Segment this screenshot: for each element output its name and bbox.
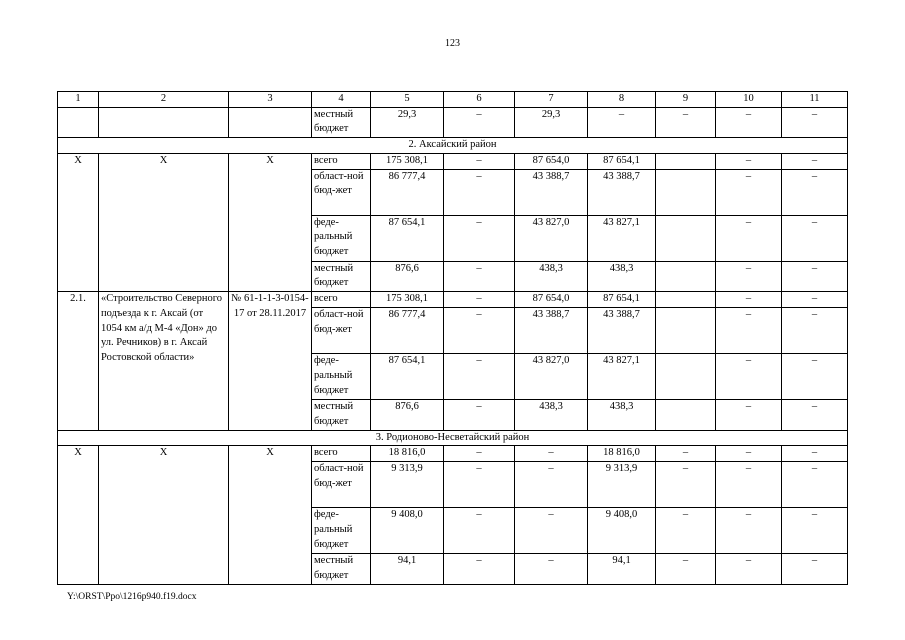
amount-cell: 29,3 [515,107,588,137]
amount-cell [656,308,716,354]
document-number: № 61-1-1-3-0154-17 от 28.11.2017 [229,292,312,430]
amount-cell: 43 388,7 [515,169,588,215]
budget-type: феде-ральный бюджет [312,354,371,400]
amount-cell: – [716,508,782,554]
amount-cell [656,292,716,308]
amount-cell: – [444,308,515,354]
amount-cell: 87 654,1 [371,215,444,261]
amount-cell: – [444,400,515,430]
amount-cell: – [444,554,515,584]
amount-cell: 438,3 [515,400,588,430]
amount-cell [656,153,716,169]
amount-cell: 87 654,1 [588,153,656,169]
column-number: 9 [656,92,716,108]
amount-cell: – [656,446,716,462]
column-number: 6 [444,92,515,108]
amount-cell: 18 816,0 [371,446,444,462]
page-number: 123 [445,38,460,49]
budget-type: всего [312,292,371,308]
empty-cell [229,107,312,137]
amount-cell: – [782,169,848,215]
amount-cell: – [782,446,848,462]
amount-cell: – [782,400,848,430]
amount-cell: 87 654,0 [515,153,588,169]
section-row [58,138,848,154]
amount-cell: 175 308,1 [371,292,444,308]
amount-cell: – [716,308,782,354]
column-number: 3 [229,92,312,108]
section-title: 3. Родионово-Несветайский район [58,430,848,446]
amount-cell: 876,6 [371,400,444,430]
amount-cell: 86 777,4 [371,169,444,215]
amount-cell: – [782,462,848,508]
amount-cell: – [716,153,782,169]
amount-cell: – [444,215,515,261]
amount-cell: 876,6 [371,261,444,291]
amount-cell: 94,1 [371,554,444,584]
table-row [58,446,848,462]
column-number: 10 [716,92,782,108]
amount-cell: 175 308,1 [371,153,444,169]
amount-cell: 43 388,7 [515,308,588,354]
amount-cell: – [444,508,515,554]
amount-cell [656,261,716,291]
amount-cell: – [656,107,716,137]
amount-cell [656,169,716,215]
amount-cell: – [515,462,588,508]
budget-type: местный бюджет [312,261,371,291]
file-path-footer: Y:\ORST\Ppo\1216p940.f19.docx [67,592,197,602]
amount-cell: 29,3 [371,107,444,137]
amount-cell: – [444,354,515,400]
amount-cell: – [444,107,515,137]
amount-cell: – [782,508,848,554]
amount-cell: 43 827,0 [515,215,588,261]
amount-cell: – [716,462,782,508]
amount-cell: – [444,462,515,508]
budget-type: феде-ральный бюджет [312,508,371,554]
budget-type: област-ной бюд-жет [312,169,371,215]
object-name: X [99,153,229,291]
amount-cell: – [716,169,782,215]
amount-cell: 43 827,1 [588,354,656,400]
column-numbers-row [58,92,848,108]
budget-type: област-ной бюд-жет [312,462,371,508]
object-name: X [99,446,229,584]
amount-cell: – [656,462,716,508]
amount-cell: – [782,153,848,169]
amount-cell: – [716,292,782,308]
column-number: 11 [782,92,848,108]
amount-cell: – [444,261,515,291]
table-row [58,153,848,169]
budget-type: всего [312,153,371,169]
amount-cell: 87 654,1 [371,354,444,400]
amount-cell: – [515,446,588,462]
document-number: X [229,446,312,584]
empty-cell [58,107,99,137]
row-number: 2.1. [58,292,99,430]
amount-cell: – [782,292,848,308]
document-number: X [229,153,312,291]
column-number: 1 [58,92,99,108]
table-row [58,107,848,137]
amount-cell: – [782,215,848,261]
amount-cell: 9 408,0 [371,508,444,554]
amount-cell: – [716,446,782,462]
amount-cell: 438,3 [588,261,656,291]
amount-cell: – [656,508,716,554]
budget-type: всего [312,446,371,462]
row-number: X [58,446,99,584]
amount-cell: 438,3 [588,400,656,430]
amount-cell: – [588,107,656,137]
amount-cell: 43 388,7 [588,308,656,354]
column-number: 4 [312,92,371,108]
amount-cell: 87 654,0 [515,292,588,308]
amount-cell: 9 313,9 [371,462,444,508]
amount-cell: – [782,354,848,400]
section-row [58,430,848,446]
amount-cell: – [656,554,716,584]
amount-cell: – [515,508,588,554]
amount-cell: – [716,400,782,430]
amount-cell: – [716,354,782,400]
amount-cell: 87 654,1 [588,292,656,308]
amount-cell: – [444,292,515,308]
amount-cell: – [782,261,848,291]
amount-cell: – [515,554,588,584]
object-name: «Строительство Северного подъезда к г. Аксай (от 1054 км а/д М-4 «Дон» до ул. Речников) в г. Аксай Ростовской области» [99,292,229,430]
amount-cell: – [782,308,848,354]
column-number: 2 [99,92,229,108]
amount-cell: 9 408,0 [588,508,656,554]
amount-cell: – [716,261,782,291]
table-row [58,292,848,308]
budget-type: феде-ральный бюджет [312,215,371,261]
budget-type: област-ной бюд-жет [312,308,371,354]
budget-table [57,91,848,585]
column-number: 8 [588,92,656,108]
amount-cell [656,354,716,400]
amount-cell: 94,1 [588,554,656,584]
budget-type: местный бюджет [312,554,371,584]
amount-cell: – [444,169,515,215]
amount-cell: 43 388,7 [588,169,656,215]
row-number: X [58,153,99,291]
section-title: 2. Аксайский район [58,138,848,154]
column-number: 5 [371,92,444,108]
amount-cell: – [444,153,515,169]
amount-cell: – [782,107,848,137]
budget-type: местный бюджет [312,107,371,137]
amount-cell: – [444,446,515,462]
amount-cell: 18 816,0 [588,446,656,462]
amount-cell: 9 313,9 [588,462,656,508]
amount-cell: 86 777,4 [371,308,444,354]
amount-cell: – [716,107,782,137]
amount-cell: – [782,554,848,584]
budget-type: местный бюджет [312,400,371,430]
amount-cell: 43 827,0 [515,354,588,400]
amount-cell: 43 827,1 [588,215,656,261]
amount-cell [656,400,716,430]
empty-cell [99,107,229,137]
amount-cell: 438,3 [515,261,588,291]
column-number: 7 [515,92,588,108]
amount-cell [656,215,716,261]
amount-cell: – [716,215,782,261]
amount-cell: – [716,554,782,584]
